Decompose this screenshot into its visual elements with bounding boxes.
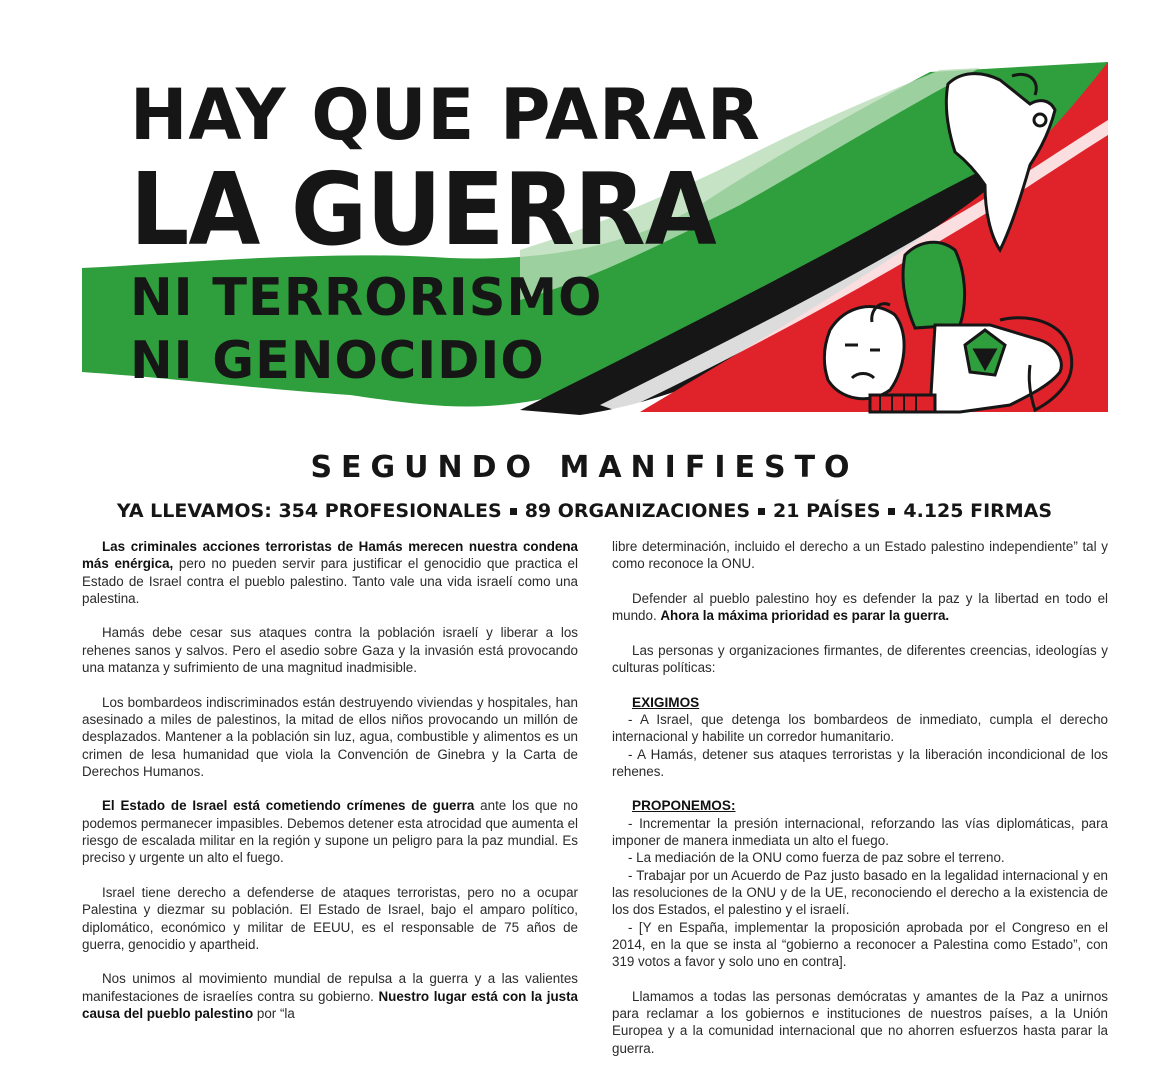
stat-signatures: 4.125 FIRMAS xyxy=(903,500,1053,522)
headline-line-3: NI TERRORISMO xyxy=(130,268,603,328)
manifesto-title: SEGUNDO MANIFIESTO xyxy=(310,450,859,485)
paragraph-text: ante los que no podemos permanecer impasibles. Debemos detener esta atrocidad que aumenta el riesgo de escalada militar en la región y supone un peligro para la paz mundial. Es preciso y urgente un alto el fuego. xyxy=(82,798,578,866)
paragraph-war-crimes xyxy=(82,797,578,866)
paragraph-hamas: Hamás debe cesar sus ataques contra la población israelí y liberar a los rehenes sanos y salvos. Pero el asedio sobre Gaza y la invasión está provocando una matanza y sufrimiento de una magnitud inadmisible. xyxy=(82,625,578,676)
stat-professionals: 354 PROFESIONALES xyxy=(278,500,502,522)
headline-line-1: HAY QUE PARAR xyxy=(130,74,761,156)
demand-item: - A Israel, que detenga los bombardeos de inmediato, cumpla el derecho internacional y habilite un corredor humanitario. xyxy=(612,711,1108,745)
paragraph-defend-peace xyxy=(612,590,1108,625)
headline-line-4: NI GENOCIDIO xyxy=(130,331,545,391)
square-bullet-icon xyxy=(758,508,765,515)
paragraph-condemnation xyxy=(82,538,578,607)
paragraph-closing-call: Llamamos a todas las personas demócratas y amantes de la Paz a unirnos para reclamar a los gobiernos e instituciones de nuestros países, a la Unión Europea y a la comunidad internacional que no ahorren esfuerzos hasta parar la guerra. xyxy=(612,988,1108,1056)
headline-line-2: LA GUERRA xyxy=(130,151,716,268)
proposal-item: - Incrementar la presión internacional, reforzando las vías diplomáticas, para imponer de manera inmediata un alto el fuego. xyxy=(612,815,1108,849)
bold-statement: Ahora la máxima prioridad es parar la guerra. xyxy=(660,608,950,624)
bold-statement: Las criminales acciones terroristas de Hamás merecen nuestra condena más enérgica, xyxy=(82,539,578,572)
paragraph-text: Defender al pueblo palestino hoy es defender la paz y la libertad en todo el mundo. xyxy=(612,590,1108,624)
paragraph-text: por “la xyxy=(253,1006,295,1022)
paragraph-text: pero no pueden servir para justificar el genocidio que practica el Estado de Israel contra el pueblo palestino. Tanto vale una vida israelí como una palestina. xyxy=(82,556,578,606)
paragraph-bombings: Los bombardeos indiscriminados están destruyendo viviendas y hospitales, han asesinado a miles de palestinos, la mitad de ellos niños provocando un millón de desplazados. Mantener a la población sin luz, agua, combustible y alimentos es un crimen de lesa humanidad que viola la Convención de Ginebra y la Carta de Derechos Humanos. xyxy=(82,694,578,779)
paragraph-signatories: Las personas y organizaciones firmantes, de diferentes creencias, ideologías y culturas políticas: xyxy=(612,642,1108,676)
exigimos-heading: EXIGIMOS xyxy=(632,694,700,710)
left-column xyxy=(82,538,578,1040)
proposal-item: - [Y en España, implementar la proposición aprobada por el Congreso en el 2014, en la que se insta al “gobierno a reconocer a Palestina como Estado”, con 319 votos a favor y solo uno en contra]. xyxy=(612,919,1108,970)
signature-stats xyxy=(0,500,1169,522)
paragraph-text: Nos unimos al movimiento mundial de repulsa a la guerra y a las valientes manifestaciones de israelíes contra su gobierno. xyxy=(82,971,578,1004)
paragraph-self-determination: libre determinación, incluido el derecho a un Estado palestino independiente” tal y como reconoce la ONU. xyxy=(612,539,1108,572)
stats-prefix: YA LLEVAMOS: xyxy=(116,500,272,522)
demand-item: - A Hamás, detener sus ataques terroristas y la liberación incondicional de los rehenes. xyxy=(612,746,1108,779)
stat-countries: 21 PAÍSES xyxy=(773,500,881,522)
paragraph-israel-rights: Israel tiene derecho a defenderse de ataques terroristas, pero no a ocupar Palestina y diezmar su población. El Estado de Israel, bajo el amparo político, diplomático, económico y militar de EEUU, es el responsable de 75 años de guerra, genocidio y apartheid. xyxy=(82,884,578,952)
right-column xyxy=(612,538,1108,1074)
bold-statement: El Estado de Israel está cometiendo crímenes de guerra xyxy=(102,798,475,814)
proponemos-heading: PROPONEMOS: xyxy=(632,798,736,814)
proposal-item: - La mediación de la ONU como fuerza de paz sobre el terreno. xyxy=(628,850,1005,866)
square-bullet-icon xyxy=(888,508,895,515)
paragraph-solidarity xyxy=(82,970,578,1022)
square-bullet-icon xyxy=(510,508,517,515)
proposal-item: - Trabajar por un Acuerdo de Paz justo basado en la legalidad internacional y en las resoluciones de la ONU y de la UE, reconociendo el derecho a la existencia de los dos Estados, el palestino y el israelí. xyxy=(612,867,1108,918)
stat-organizations: 89 ORGANIZACIONES xyxy=(524,500,751,522)
bold-statement: Nuestro lugar está con la justa causa del pueblo palestino xyxy=(82,988,578,1022)
